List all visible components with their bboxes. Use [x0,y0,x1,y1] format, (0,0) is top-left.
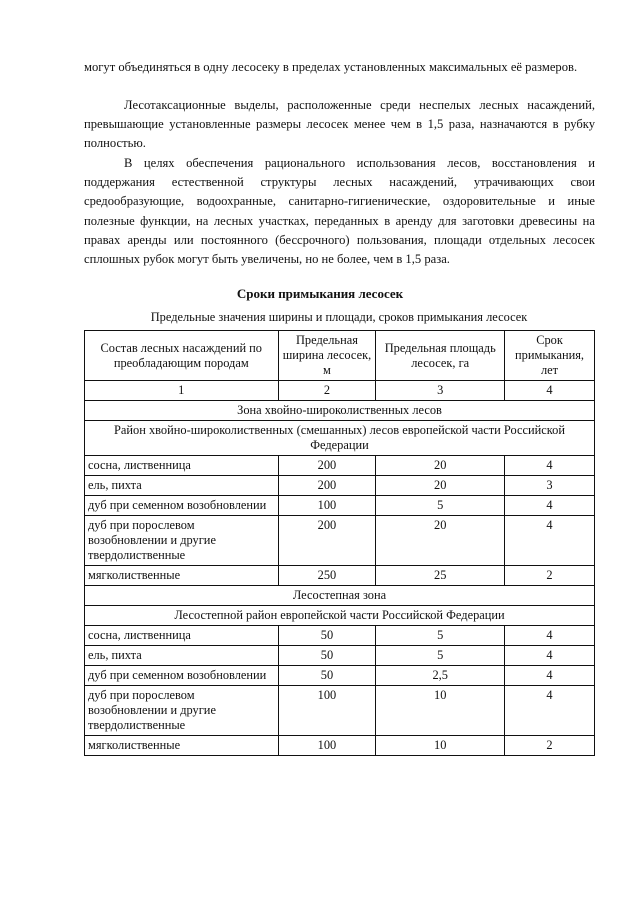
area-cell: 20 [376,476,505,496]
table-row [85,646,595,666]
species-cell: мягколиственные [85,736,279,756]
area-cell: 10 [376,686,505,736]
term-cell: 3 [505,476,595,496]
width-cell: 50 [278,646,376,666]
column-number-row [85,381,595,401]
area-cell: 10 [376,736,505,756]
table-row [85,566,595,586]
species-cell: дуб при семенном возобновлении [85,666,279,686]
term-cell: 2 [505,736,595,756]
column-number: 4 [505,381,595,401]
limits-table [84,330,595,756]
header-term: Срок примыкания, лет [505,331,595,381]
header-composition: Состав лесных насаждений по преобладающим породам [85,331,279,381]
species-cell: ель, пихта [85,646,279,666]
column-number: 1 [85,381,279,401]
area-cell: 25 [376,566,505,586]
term-cell: 4 [505,646,595,666]
term-cell: 4 [505,496,595,516]
area-cell: 20 [376,456,505,476]
district-name: Лесостепной район европейской части Российской Федерации [85,606,595,626]
area-cell: 5 [376,646,505,666]
species-cell: дуб при семенном возобновлении [85,496,279,516]
species-cell: дуб при порослевом возобновлении и другие твердолиственные [85,686,279,736]
section-title: Сроки примыкания лесосек [236,286,404,301]
paragraph-rational-use: В целях обеспечения рационального использования лесов, восстановления и поддержания естественной структуры лесных насаждений, утрачивающих свои средообразующие, водоохранные, санитарно-гигиенические, оздоровительные и иные полезные функции, на лесных участках, переданных в аренду для заготовки древесины на правах аренды или постоянного (бессрочного) пользования, площади отдельных лесосек сплошных рубок могут быть увеличены, но не более, чем в 1,5 раза. [84,156,595,267]
width-cell: 250 [278,566,376,586]
district-row [85,606,595,626]
species-cell: сосна, лиственница [85,626,279,646]
paragraph-continuation: могут объединяться в одну лесосеку в пределах установленных максимальных её размеров. [84,60,578,74]
term-cell: 2 [505,566,595,586]
area-cell: 2,5 [376,666,505,686]
species-cell: ель, пихта [85,476,279,496]
table-row [85,736,595,756]
species-cell: сосна, лиственница [85,456,279,476]
term-cell: 4 [505,516,595,566]
width-cell: 200 [278,476,376,496]
zone-name: Зона хвойно-широколиственных лесов [85,401,595,421]
header-area: Предельная площадь лесосек, га [376,331,505,381]
table-row [85,626,595,646]
table-row [85,496,595,516]
width-cell: 100 [278,686,376,736]
term-cell: 4 [505,456,595,476]
width-cell: 100 [278,736,376,756]
term-cell: 4 [505,666,595,686]
zone-name: Лесостепная зона [85,586,595,606]
width-cell: 100 [278,496,376,516]
table-row [85,666,595,686]
paragraph-lesotaxation: Лесотаксационные выделы, расположенные среди неспелых лесных насаждений, превышающие установленные размеры лесосек менее чем в 1,5 раза, назначаются в рубку полностью. [84,98,595,151]
species-cell: дуб при порослевом возобновлении и другие твердолиственные [85,516,279,566]
area-cell: 5 [376,626,505,646]
species-cell: мягколиственные [85,566,279,586]
column-number: 3 [376,381,505,401]
district-name: Район хвойно-широколиственных (смешанных) лесов европейской части Российской Федерации [85,421,595,456]
term-cell: 4 [505,626,595,646]
table-row [85,456,595,476]
zone-row [85,401,595,421]
width-cell: 50 [278,626,376,646]
zone-row [85,586,595,606]
table-row [85,686,595,736]
table-row [85,516,595,566]
column-number: 2 [278,381,376,401]
term-cell: 4 [505,686,595,736]
width-cell: 200 [278,516,376,566]
area-cell: 20 [376,516,505,566]
table-header-row [85,331,595,381]
table-caption: Предельные значения ширины и площади, сроков примыкания лесосек [150,310,528,324]
width-cell: 50 [278,666,376,686]
area-cell: 5 [376,496,505,516]
table-row [85,476,595,496]
district-row [85,421,595,456]
header-width: Предельная ширина лесосек, м [278,331,376,381]
width-cell: 200 [278,456,376,476]
